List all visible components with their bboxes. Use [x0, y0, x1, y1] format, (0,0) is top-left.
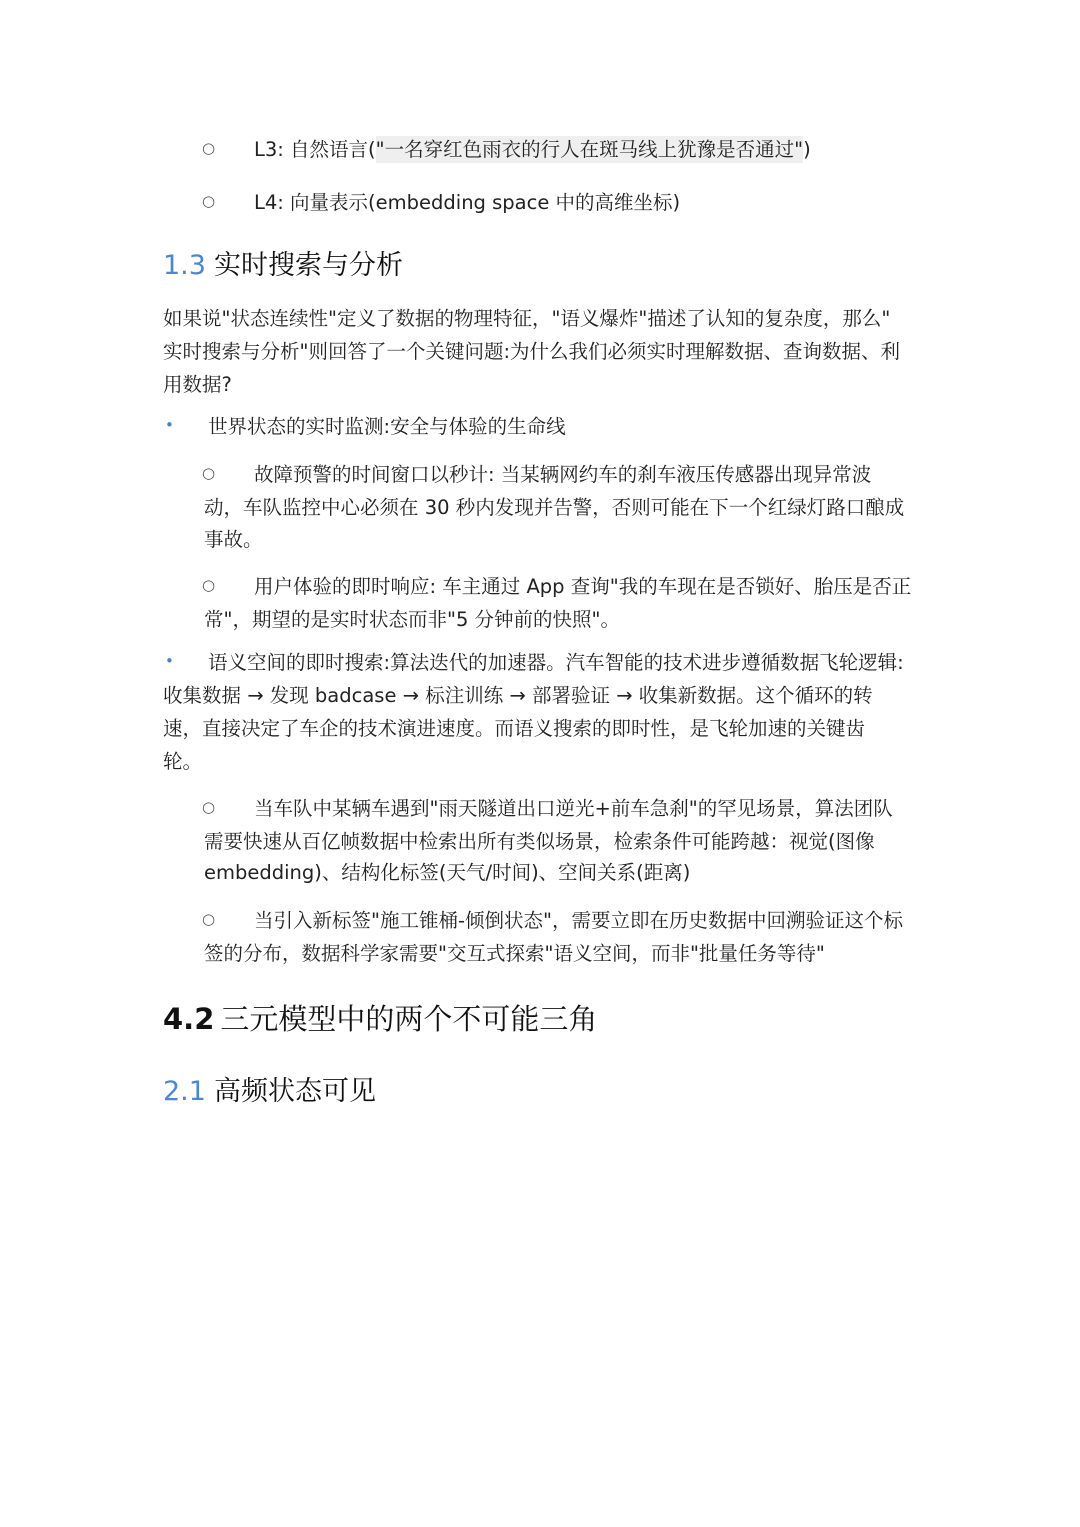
section-heading-4-2	[163, 998, 597, 1040]
circle-bullet-icon: ○	[202, 192, 216, 210]
section-heading-2-1	[163, 1072, 376, 1112]
sub-item-line: 需要快速从百亿帧数据中检索出所有类似场景，检索条件可能跨越：视觉(图像	[204, 830, 875, 853]
sub-item-line: 常"，期望的是实时状态而非"5 分钟前的快照"。	[204, 608, 621, 631]
bullet-item-line: 收集数据 → 发现 badcase → 标注训练 → 部署验证 → 收集新数据。这个循环的转	[163, 684, 873, 707]
sub-item-line: embedding)、结构化标签(天气/时间)、空间关系(距离)	[204, 861, 691, 884]
circle-bullet-icon: ○	[202, 464, 216, 482]
bullet-item-title: 世界状态的实时监测:安全与体验的生命线	[208, 415, 566, 438]
l3-suffix: )	[803, 138, 811, 161]
section-number: 4.2	[163, 1002, 215, 1036]
circle-bullet-icon: ○	[202, 139, 216, 157]
sub-item-line: 事故。	[204, 528, 263, 551]
paragraph-line: 实时搜索与分析"则回答了一个关键问题:为什么我们必须实时理解数据、查询数据、利	[163, 340, 901, 363]
l3-prefix: L3: 自然语言(	[254, 138, 376, 161]
list-item-l4: L4: 向量表示(embedding space 中的高维坐标)	[254, 191, 681, 214]
dot-bullet-icon: •	[165, 416, 174, 434]
paragraph-line: 用数据?	[163, 373, 232, 396]
section-number: 1.3	[163, 250, 206, 281]
section-title: 实时搜索与分析	[213, 250, 403, 281]
section-title: 三元模型中的两个不可能三角	[220, 1002, 598, 1036]
circle-bullet-icon: ○	[202, 576, 216, 594]
list-item-l3	[254, 133, 811, 166]
sub-item-line: 动，车队监控中心必须在 30 秒内发现并告警，否则可能在下一个红绿灯路口酿成	[204, 496, 905, 519]
section-heading-1-3	[163, 246, 403, 286]
bullet-item-line: 轮。	[163, 750, 203, 773]
bullet-item-line: 语义空间的即时搜索:算法迭代的加速器。汽车智能的技术进步遵循数据飞轮逻辑:	[208, 651, 904, 674]
l3-highlight: "一名穿红色雨衣的行人在斑马线上犹豫是否通过"	[375, 138, 804, 161]
circle-bullet-icon: ○	[202, 798, 216, 816]
sub-item-line: 当车队中某辆车遇到"雨天隧道出口逆光+前车急刹"的罕见场景，算法团队	[254, 797, 893, 820]
sub-item-line: 签的分布，数据科学家需要"交互式探索"语义空间，而非"批量任务等待"	[204, 942, 825, 965]
sub-item-line: 用户体验的即时响应: 车主通过 App 查询"我的车现在是否锁好、胎压是否正	[254, 575, 912, 598]
circle-bullet-icon: ○	[202, 910, 216, 928]
dot-bullet-icon: •	[165, 652, 174, 670]
section-number: 2.1	[163, 1076, 206, 1107]
bullet-item-line: 速，直接决定了车企的技术演进速度。而语义搜索的即时性，是飞轮加速的关键齿	[163, 717, 866, 740]
sub-item-line: 故障预警的时间窗口以秒计: 当某辆网约车的刹车液压传感器出现异常波	[254, 463, 872, 486]
section-title: 高频状态可见	[213, 1076, 376, 1107]
paragraph-line: 如果说"状态连续性"定义了数据的物理特征，"语义爆炸"描述了认知的复杂度，那么"	[163, 307, 891, 330]
sub-item-line: 当引入新标签"施工锥桶-倾倒状态"，需要立即在历史数据中回溯验证这个标	[254, 909, 903, 932]
